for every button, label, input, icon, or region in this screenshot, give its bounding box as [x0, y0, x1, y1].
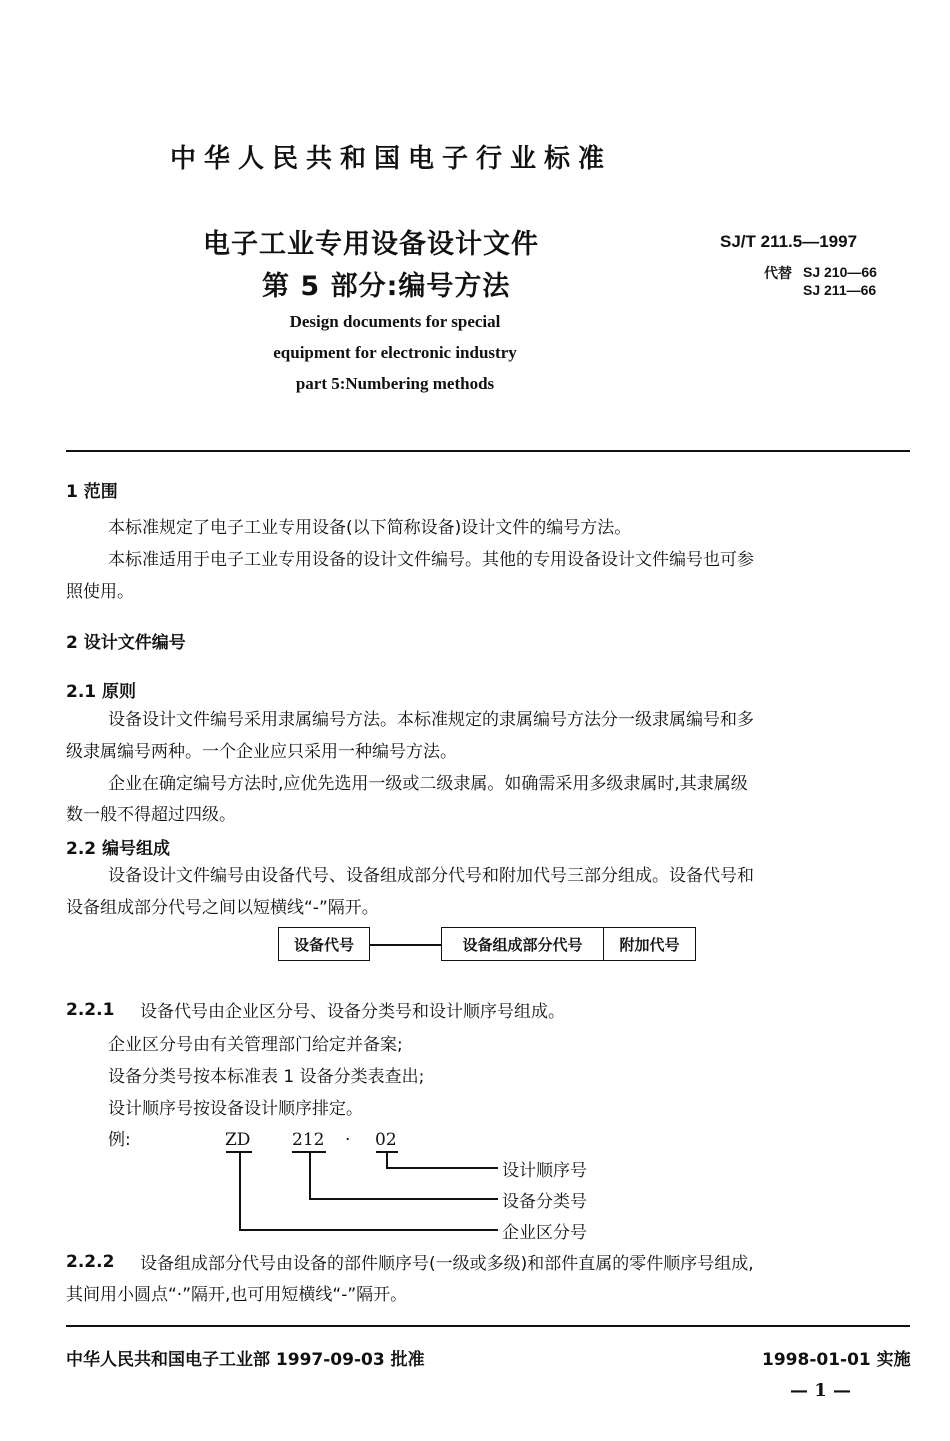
- example-enterprise-code: ZD: [225, 1130, 251, 1150]
- section-2-2-title: 2.2 编号组成: [66, 839, 171, 859]
- component-code-box: 设备组成部分代号: [441, 927, 604, 961]
- section-2-2-paragraph-a: 设备设计文件编号由设备代号、设备组成部分代号和附加代号三部分组成。设备代号和: [108, 866, 754, 886]
- replaces-standard-2: SJ 211—66: [803, 282, 877, 298]
- title-en-line1: Design documents for special: [289, 312, 501, 331]
- label-enterprise-number: 企业区分号: [502, 1223, 587, 1243]
- diagram-connector: [370, 944, 441, 946]
- title-en-line2: equipment for electronic industry: [273, 343, 517, 362]
- section-2-1-paragraph-1a: 设备设计文件编号采用隶属编号方法。本标准规定的隶属编号方法分一级隶属编号和多: [108, 710, 754, 730]
- leader-enterprise-horizontal: [239, 1229, 498, 1231]
- section-2-1-paragraph-1b: 级隶属编号两种。一个企业应只采用一种编号方法。: [66, 742, 457, 762]
- example-separator-dot: ·: [345, 1130, 351, 1150]
- example-category-code: 212: [292, 1130, 325, 1150]
- section-2-2-1-number: 2.2.1: [66, 1000, 115, 1020]
- leader-sequence-vertical: [386, 1152, 388, 1168]
- replaces-standard-1: SJ 210—66: [803, 264, 877, 280]
- title-en-line3: part 5:Numbering methods: [295, 374, 495, 393]
- additional-code-box: 附加代号: [603, 927, 696, 961]
- section-2-1-paragraph-2a: 企业在确定编号方法时,应优先选用一级或二级隶属。如确需采用多级隶属时,其隶属级: [108, 774, 748, 794]
- approval-statement: 中华人民共和国电子工业部 1997-09-03 批准: [66, 1350, 425, 1370]
- example-label: 例:: [108, 1130, 131, 1150]
- standard-number: SJ/T 211.5—1997: [720, 232, 858, 251]
- leader-enterprise-vertical: [239, 1152, 241, 1230]
- label-category-number: 设备分类号: [502, 1192, 587, 1212]
- section-1-paragraph-2a: 本标准适用于电子工业专用设备的设计文件编号。其他的专用设备设计文件编号也可参: [108, 550, 754, 570]
- section-2-2-2-text-a: 设备组成部分代号由设备的部件顺序号(一级或多级)和部件直属的零件顺序号组成,: [140, 1254, 754, 1274]
- header-divider: [66, 450, 910, 452]
- standard-category-title: 中华人民共和国电子行业标准: [170, 144, 613, 174]
- section-2-2-paragraph-b: 设备组成部分代号之间以短横线“-”隔开。: [66, 898, 379, 918]
- section-2-2-2-text-b: 其间用小圆点“·”隔开,也可用短横线“-”隔开。: [66, 1285, 408, 1305]
- section-2-title: 2 设计文件编号: [66, 633, 186, 653]
- section-2-2-1-text: 设备代号由企业区分号、设备分类号和设计顺序号组成。: [140, 1002, 565, 1022]
- leader-sequence-horizontal: [386, 1167, 498, 1169]
- section-2-2-1-line-2: 设备分类号按本标准表 1 设备分类表查出;: [108, 1067, 425, 1087]
- section-2-2-1-line-3: 设计顺序号按设备设计顺序排定。: [108, 1099, 363, 1119]
- section-1-title: 1 范围: [66, 482, 118, 502]
- section-2-1-title: 2.1 原则: [66, 682, 137, 702]
- equipment-code-box: 设备代号: [278, 927, 370, 961]
- title-zh-line2: 第 5 部分:编号方法: [262, 271, 511, 302]
- leader-category-vertical: [309, 1152, 311, 1199]
- section-2-2-2-number: 2.2.2: [66, 1252, 115, 1272]
- page-number: — 1 —: [790, 1380, 852, 1401]
- example-sequence-code: 02: [375, 1130, 397, 1150]
- section-1-paragraph-2b: 照使用。: [66, 582, 134, 602]
- title-zh-line1: 电子工业专用设备设计文件: [203, 229, 539, 260]
- label-sequence-number: 设计顺序号: [502, 1161, 587, 1181]
- section-1-paragraph-1: 本标准规定了电子工业专用设备(以下简称设备)设计文件的编号方法。: [108, 518, 632, 538]
- leader-category-horizontal: [309, 1198, 498, 1200]
- effective-date: 1998-01-01 实施: [762, 1350, 911, 1370]
- replaces-label: 代替: [764, 265, 792, 281]
- footer-divider: [66, 1325, 910, 1327]
- section-2-1-paragraph-2b: 数一般不得超过四级。: [66, 805, 236, 825]
- section-2-2-1-line-1: 企业区分号由有关管理部门给定并备案;: [108, 1035, 403, 1055]
